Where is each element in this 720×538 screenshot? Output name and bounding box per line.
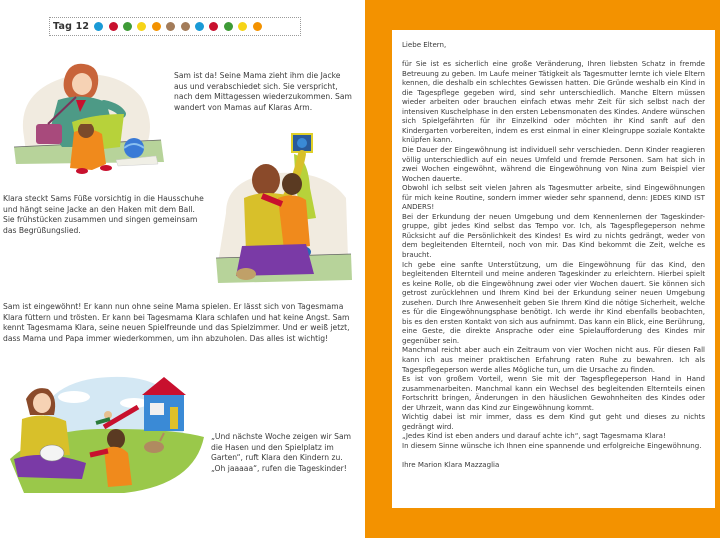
illustration-caregiver-hanging-jacket <box>206 128 356 291</box>
story-text-2 <box>3 194 208 236</box>
day-strip <box>49 17 301 36</box>
day-dot-icon <box>238 22 247 31</box>
story-paragraph: Sam ist da! Seine Mama zieht ihm die Jacke aus und verabschiedet sich. Sie verspricht, nach dem Mittagessen wiederzukommen. Sam wandert von Mamas auf Klaras Arm. <box>174 71 352 112</box>
day-dot-icon <box>109 22 118 31</box>
day-dot-icon <box>253 22 262 31</box>
story-text-1 <box>174 71 352 113</box>
day-dot-icon <box>94 22 103 31</box>
mother-child-illustration-icon <box>6 52 166 182</box>
letter-paragraph: Manchmal reicht aber auch ein Zeitraum von vier Wochen nicht aus. Für diesen Fall kann ich aus meiner praktischen Erfahrung raten Ruhe zu bewahren. Ich als Tagespflegeperson werde alles Mögliche tun, um die Ursache zu finden. <box>402 345 705 374</box>
letter-paragraph: Bei der Erkundung der neuen Umgebung und dem Kennenlernen der Tageskinder-gruppe, gibt jedes Kind selbst das Tempo vor. Ich, als Tagespflegeperson nehme Rücksicht auf die Persönlichkeit des Kindes! Es wird zu nichts gedrängt, weder von dem begleitenden Elternteil, noch von mir. Das Kind bekommt die Zeit, welche es braucht. <box>402 211 705 259</box>
story-text-4 <box>211 432 351 474</box>
illustration-garden-with-rabbits <box>4 367 208 497</box>
letter-paragraph: Die Dauer der Eingewöhnung ist individuell sehr verschieden. Denn Kinder reagieren völlig unterschiedlich auf ein neues Umfeld und fremde Personen. Sam hat sich in zwei Wochen eingewöhnt, während die Eingewöhnung von Nina zum Beispiel vier Wochen dauerte. <box>402 144 705 183</box>
day-dot-icon <box>152 22 161 31</box>
day-dot-icon <box>123 22 132 31</box>
story-paragraph: Klara steckt Sams Füße vorsichtig in die Hausschuhe und hängt seine Jacke an den Haken mit dem Ball. Sie frühstücken zusammen und singen gemeinsam das Begrüßungslied. <box>3 194 204 235</box>
letter-signature: Ihre Marion Klara Mazzaglia <box>402 459 500 469</box>
day-label: Tag 12 <box>53 21 90 32</box>
letter-paragraph: für Sie ist es sicherlich eine große Veränderung, Ihren liebsten Schatz in fremde Betreuung zu geben. Im Laufe meiner Tätigkeit als Tagesmutter lernte ich viele Eltern kennen, die deshalb ein schlechtes Gewissen hatten. Die Gründe weshalb ein Kind in die Tagespflege gegeben wird, sind sehr unterschiedlich. Manche Eltern müssen wieder arbeiten oder brauchen einfach etwas mehr Zeit für sich selbst nach der intensiven Kuschelphase in den ersten Lebensmonaten des Kindes. Andere wünschen sich Spielgefährten für ihr Einzelkind oder möchten ihr Kind sanft auf den Kindergarten vorbereiten, indem es erst einmal in einer Kleingruppe soziale Kontakte knüpfen kann. <box>402 59 705 145</box>
caregiver-jacket-illustration-icon <box>206 128 356 291</box>
letter-paragraph: „Jedes Kind ist eben anders und darauf achte ich“, sagt Tagesmama Klara! <box>402 431 666 441</box>
day-dot-icon <box>224 22 233 31</box>
letter-greeting: Liebe Eltern, <box>402 40 447 49</box>
illustration-mother-undressing-child <box>6 52 166 182</box>
letter-paragraph: Es ist von großem Vorteil, wenn Sie mit der Tagespflegeperson Hand in Hand zusammenarbeiten. Manchmal kann ein Wechsel des begleitenden Elternteils einen Fortschritt bringen, Änderungen in den häuslichen Gewohnheiten des Kindes oder der Uhrzeit, wann das Kind zur Eingewöhnung kommt. <box>402 374 705 412</box>
letter-paragraph: Ich gebe eine sanfte Unterstützung, um die Eingewöhnung für das Kind, den begleitenden Elternteil und meine anderen Tageskinder zu erleichtern. Hierbei spielt es keine Rolle, ob die Eingewöhnung zwei oder vier Wochen dauert. Sie können sich getrost zurücklehnen und Ihrem Kind bei der Erkundung seiner neuen Umgebung zusehen. Durch Ihre Anwesenheit geben Sie Ihrem Kind die nötige Sicherheit, welche es für die Eingewöhnungsphase benötigt. Ich werde ihr Kind ebenfalls beobachten, bis es den ersten Kontakt von sich aus aufnimmt. Das kann ein Blick, eine Berührung, eine Geste, die direkte Ansprache oder eine Spielaufforderung des Kindes mir gegenüber sein. <box>402 259 705 345</box>
story-quote-line: „Oh jaaaaa“, rufen die Tageskinder! <box>211 463 347 473</box>
letter-paragraph: Obwohl ich selbst seit vielen Jahren als Tagesmutter arbeite, sind Eingewöhnungen für mich keine Routine, sondern immer wieder sehr spannend, denn: JEDES KIND IST ANDERS! <box>402 183 705 212</box>
day-dot-icon <box>181 22 190 31</box>
garden-illustration-icon <box>4 367 208 497</box>
letter-paragraph: In diesem Sinne wünsche ich Ihnen eine spannende und erfolgreiche Eingewöhnung. <box>402 440 702 450</box>
letter-paragraph: Wichtig dabei ist mir immer, dass es dem Kind gut geht und dieses zu nichts gedrängt wird. <box>402 412 705 431</box>
day-dot-icon <box>166 22 175 31</box>
day-dot-icon <box>195 22 204 31</box>
story-text-3 <box>3 302 355 344</box>
day-dot-icon <box>137 22 146 31</box>
letter-to-parents <box>392 30 715 508</box>
story-paragraph: Sam ist eingewöhnt! Er kann nun ohne seine Mama spielen. Er lässt sich von Tagesmama Klara füttern und trösten. Er kann bei Tagesmama Klara schlafen und hat keine Angst. Sam kennt Tagesmama Klara, seine neuen Spielfreunde und das Spielzimmer. Und er weiß jetzt, dass Mama und Papa immer wiederkommen, um ihn abzuholen. Das alles ist wichtig! <box>3 302 350 343</box>
day-dot-icon <box>209 22 218 31</box>
story-quote-line: „Und nächste Woche zeigen wir Sam die Hasen und den Spielplatz im Garten“, ruft Klara den Kindern zu. <box>211 432 352 463</box>
